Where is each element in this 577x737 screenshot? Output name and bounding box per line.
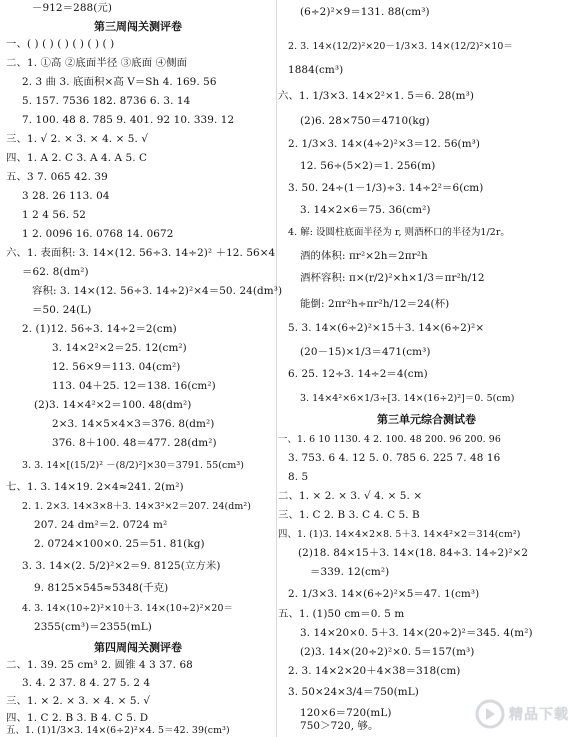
watermark-logo-icon	[475, 699, 505, 729]
answer-line: 容积: 3. 14×(12. 56÷3. 14÷2)²×4＝50. 24(dm³)	[32, 285, 283, 297]
answer-line: 4. 解: 设圆柱底面半径为 r, 则酒杯口的半径为1/2r。	[288, 227, 510, 238]
answer-line: 五、1. (1)1/3×3. 14×(6÷2)²×4. 5＝42. 39(cm³)	[6, 725, 230, 736]
answer-line: 207. 24 dm²＝2. 0724 m²	[34, 519, 168, 531]
answer-line: 一、1. 6 10 1130. 4 2. 100. 48 200. 96 200. 96	[278, 434, 501, 445]
answer-line: 3. 14×4²×6×1/3÷[3. 14×(16÷2)²]＝0. 5(cm)	[300, 393, 515, 404]
answer-line: ＝50. 24(L)	[32, 304, 92, 316]
answer-line: 3. 50×24×3/4＝750(mL)	[288, 686, 419, 698]
section-heading-unit3: 第三单元综合测试卷	[377, 413, 476, 426]
answer-line: 3. 14×2²×2＝25. 12(cm²)	[52, 342, 187, 354]
answer-line: 2. 1/3×3. 14×(4÷2)²×3＝12. 56(m³)	[288, 138, 481, 150]
answer-line: 1 2. 0096 16. 0768 14. 0672	[22, 228, 174, 240]
answer-line: 4. 3. 14×(10÷2)²×10＋3. 14×(10÷2)²×20＝	[22, 603, 234, 614]
column-divider	[276, 0, 277, 737]
answer-line: 3 28. 26 113. 04	[22, 190, 110, 202]
answer-line: 2355(cm³)＝2355(mL)	[34, 621, 152, 633]
answer-line: 12. 56×9＝113. 04(cm²)	[52, 361, 181, 373]
answer-line: 3. 4. 2 37. 8 4. 27 5. 2 4	[22, 677, 151, 689]
answer-line: 三、1. C 2. B 3. C 4. C 5. B	[278, 509, 420, 521]
answer-line: 四、1. C 2. B 3. B 4. C 5. D	[6, 712, 149, 724]
answer-line: 3. 3. 14×[(15/2)² －(8/2)²]×30＝3791. 55(cm³)	[22, 460, 245, 471]
answer-line: 9. 8125×545≈5348(千克)	[34, 582, 169, 594]
answer-line: (20－15)×1/3＝471(cm³)	[300, 346, 431, 358]
answer-line: 酒杯容积: π×(r/2)²×h×1/3＝πr²h/12	[300, 272, 485, 284]
answer-line: 五、1. (1)50 cm＝0. 5 m	[278, 608, 405, 620]
answer-line: 六、1. 1/3×3. 14×2²×1. 5＝6. 28(m³)	[278, 90, 475, 102]
answer-line: 7. 100. 48 8. 785 9. 401. 92 10. 339. 12	[22, 114, 235, 126]
answer-line: ＝339. 12(cm²)	[310, 566, 390, 578]
answer-line: 1 2 4 56. 52	[22, 209, 86, 221]
answer-line: 七、1. 3. 14×19. 2×4≈241. 2(m²)	[6, 481, 184, 493]
section-heading-week4: 第四周闯关测评卷	[94, 641, 182, 654]
answer-line: (2)3. 14×(20÷2)²×0. 5＝157(m³)	[300, 646, 475, 658]
answer-line: 6. 25. 12÷3. 14÷2＝4(cm)	[288, 368, 428, 380]
answer-line: 五、3 7. 065 42. 39	[6, 171, 108, 183]
answer-line: ＝62. 8(dm²)	[22, 266, 89, 278]
answer-line: (2)6. 28×750＝4710(kg)	[300, 115, 430, 127]
answer-line: (6÷2)²×9＝131. 88(cm³)	[300, 6, 430, 18]
answer-line: 5. 157. 7536 182. 8736 6. 3. 14	[22, 95, 191, 107]
answer-line: 四、1. A 2. C 3. A 4. A 5. C	[6, 152, 148, 164]
answer-line: 2. 3 曲 3. 底面积×高 V＝Sh 4. 169. 56	[22, 76, 217, 88]
answer-line: 二、1. 39. 25 cm³ 2. 圆锥 4 3 37. 68	[6, 659, 193, 671]
section-heading-week3: 第三周闯关测评卷	[94, 20, 182, 33]
answer-line: 3. 753. 6 4. 12 5. 0. 785 6. 225 7. 48 16	[288, 452, 501, 464]
answer-line: 2. (1)12. 56÷3. 14÷2＝2(cm)	[22, 323, 177, 335]
answer-line: 3. 14×20×0. 5＋3. 14×(20÷2)²＝345. 4(m²)	[300, 627, 533, 639]
answer-line: 二、1. ①高 ②底面半径 ③底面 ④侧面	[6, 57, 188, 69]
answer-line: 三、1. √ 2. × 3. × 4. × 5. √	[6, 133, 149, 145]
answer-line: 3. 3. 14×(2. 5/2)²×2＝9. 8125(立方米)	[22, 560, 221, 572]
answer-line: (2)3. 14×4²×2＝100. 48(dm²)	[34, 399, 192, 411]
answer-line: 3. 14×2×6＝75. 36(cm²)	[300, 204, 431, 216]
answer-line: 8. 5	[288, 471, 309, 483]
answer-line: 二、1. × 2. × 3. √ 4. × 5. ×	[278, 490, 423, 502]
answer-line: 六、1. 表面积: 3. 14×(12. 56÷3. 14÷2)² ＋12. 56×4	[6, 247, 276, 259]
site-watermark	[475, 693, 573, 735]
answer-line: 一、( ) ( ) ( ) ( ) ( ) ( )	[6, 38, 115, 50]
answer-line: 能倒: 2πr²h÷πr²h/12＝24(杯)	[300, 298, 450, 310]
answer-line: 5. 3. 14×(6÷2)²×15＋3. 14×(6÷2)²×	[288, 322, 485, 334]
answer-line: 2. 1/3×3. 14×(6÷2)²×5＝47. 1(cm³)	[288, 588, 480, 600]
answer-line: 113. 04＋25. 12＝138. 16(cm²)	[52, 380, 216, 392]
answer-line: 2. 0724×100×0. 25＝51. 81(kg)	[34, 538, 205, 550]
carryover-line: －912＝288(元)	[32, 2, 113, 14]
answer-line: 12. 56÷(5×2)＝1. 256(m)	[300, 160, 436, 172]
answer-line: 3. 50. 24÷(1－1/3)÷3. 14÷2²＝6(cm)	[288, 182, 484, 194]
answer-line: 三、1. × 2. × 3. × 4. × 5. √	[6, 695, 151, 707]
answer-line: 120×6＝720(mL)	[300, 707, 392, 719]
answer-line: 2. 3. 14×(12/2)²×20－1/3×3. 14×(12/2)²×10＝	[288, 41, 513, 52]
answer-line: 2. 1. 2×3. 14×3×8＋3. 14×3²×2＝207. 24(dm²)	[22, 501, 252, 512]
answer-line: 1884(cm³)	[288, 64, 344, 76]
answer-line: 2×3. 14×5×4×3＝376. 8(dm²)	[52, 418, 215, 430]
answer-line: 2. 3. 14×2×20＋4×38＝318(cm)	[288, 665, 461, 677]
watermark-text: 精品下载	[509, 707, 569, 723]
answer-line: 四、1. (1)3. 14×4×2×8. 5＋3. 14×4²×2＝314(cm²)	[278, 529, 521, 540]
answer-line: 376. 8＋100. 48＝477. 28(dm²)	[52, 437, 217, 449]
answer-line: 750＞720, 够。	[300, 720, 379, 732]
answer-line: 酒的体积: πr²×2h＝2πr²h	[300, 250, 428, 262]
answer-line: (2)18. 84×15＋3. 14×(18. 84÷3. 14÷2)²×2	[298, 547, 529, 559]
